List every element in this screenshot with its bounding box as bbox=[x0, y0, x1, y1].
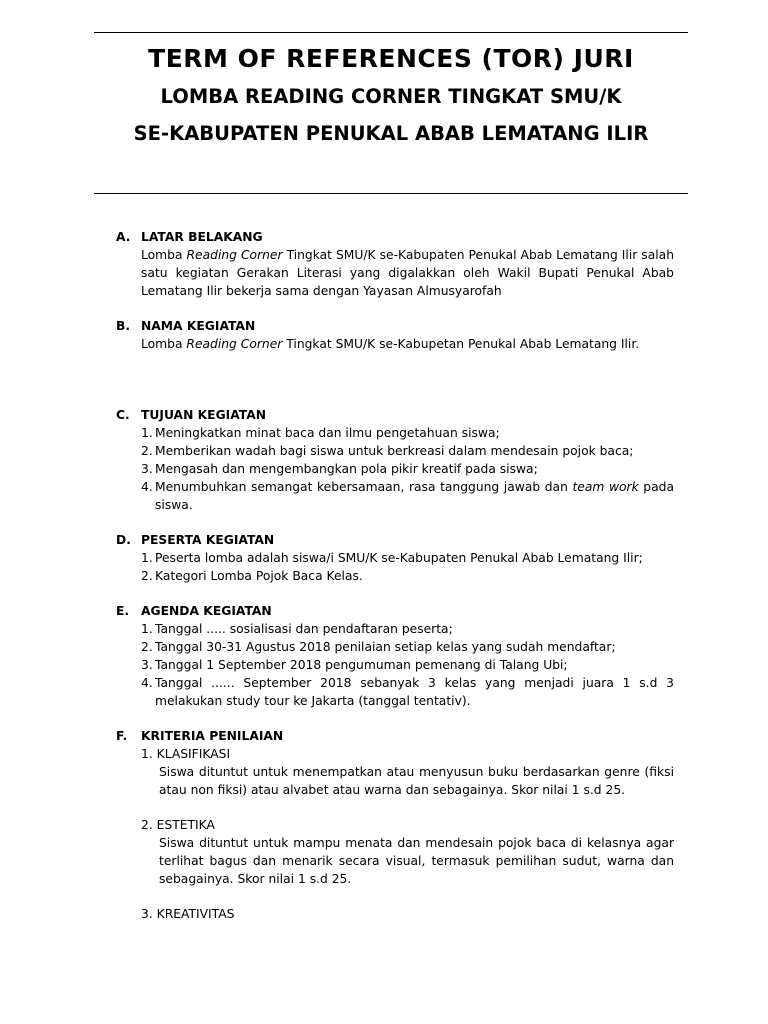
list-text: Tanggal ..... sosialisasi dan pendaftaran peserta; bbox=[155, 622, 453, 636]
list-number: 4. bbox=[141, 480, 153, 494]
list-text: Mengasah dan mengembangkan pola pikir kreatif pada siswa; bbox=[155, 462, 538, 476]
italic-text-run: team work bbox=[572, 480, 639, 494]
list-item bbox=[141, 424, 674, 442]
section-letter: D. bbox=[116, 533, 131, 547]
list-item bbox=[141, 620, 674, 638]
list-number: 2. bbox=[141, 444, 153, 458]
list-text: Tanggal 1 September 2018 pengumuman pemenang di Talang Ubi; bbox=[155, 658, 568, 672]
list-item bbox=[141, 567, 674, 585]
list-number: 1. bbox=[141, 426, 153, 440]
title-line-1: TERM OF REFERENCES (TOR) JURI bbox=[148, 44, 634, 73]
section-heading: LATAR BELAKANG bbox=[141, 230, 263, 244]
list-text: Meningkatkan minat baca dan ilmu pengetahuan siswa; bbox=[155, 426, 500, 440]
list-item bbox=[141, 478, 674, 514]
criterion-title: 1. KLASIFIKASI bbox=[141, 747, 231, 761]
list-number: 4. bbox=[141, 676, 153, 690]
title-line-2: LOMBA READING CORNER TINGKAT SMU/K bbox=[160, 85, 622, 108]
list-item bbox=[141, 674, 674, 710]
list-text: Kategori Lomba Pojok Baca Kelas. bbox=[155, 569, 363, 583]
text-run: Tingkat SMU/K se-Kabupaten Penukal Abab Lematang Ilir salah satu kegiatan Gerakan Literasi yang digalakkan oleh Wakil Bupati Penukal Abab Lematang Ilir bekerja sama dengan Yayasan Almusyarofah bbox=[141, 248, 674, 298]
section-paragraph bbox=[141, 246, 674, 300]
section-nama-kegiatan bbox=[116, 317, 674, 353]
list-item bbox=[141, 460, 674, 478]
text-run: Lomba bbox=[141, 248, 187, 262]
list-text: Tanggal 30-31 Agustus 2018 penilaian setiap kelas yang sudah mendaftar; bbox=[155, 640, 616, 654]
list-text: Tanggal ...... September 2018 sebanyak 3 kelas yang menjadi juara 1 s.d 3 melakukan study tour ke Jakarta (tanggal tentativ). bbox=[155, 676, 674, 708]
list-text: Menumbuhkan semangat kebersamaan, rasa tanggung jawab dan bbox=[155, 480, 573, 494]
list-number: 3. bbox=[141, 462, 153, 476]
section-heading: KRITERIA PENILAIAN bbox=[141, 729, 284, 743]
section-letter: F. bbox=[116, 729, 128, 743]
section-heading: NAMA KEGIATAN bbox=[141, 319, 256, 333]
criterion-text: Siswa dituntut untuk mampu menata dan mendesain pojok baca di kelasnya agar terlihat bagus dan menarik secara visual, termasuk pemilihan sudut, warna dan sebagainya. Skor nilai 1 s.d 25. bbox=[159, 836, 674, 886]
list-item bbox=[141, 549, 674, 567]
section-agenda-kegiatan bbox=[116, 602, 674, 710]
title-block bbox=[94, 42, 688, 147]
list-number: 3. bbox=[141, 658, 153, 672]
list-number: 2. bbox=[141, 640, 153, 654]
section-heading: AGENDA KEGIATAN bbox=[141, 604, 272, 618]
numbered-list bbox=[116, 424, 674, 514]
section-tujuan-kegiatan bbox=[116, 406, 674, 514]
section-paragraph bbox=[141, 335, 674, 353]
criterion-text: Siswa dituntut untuk menempatkan atau menyusun buku berdasarkan genre (fiksi atau non fiksi) atau alvabet atau warna dan sebagainya. Skor nilai 1 s.d 25. bbox=[159, 765, 674, 797]
list-number: 1. bbox=[141, 622, 153, 636]
title-line-3: SE-KABUPATEN PENUKAL ABAB LEMATANG ILIR bbox=[133, 122, 649, 145]
section-letter: C. bbox=[116, 408, 130, 422]
italic-text-run: Reading Corner bbox=[186, 337, 283, 351]
text-run: Lomba bbox=[141, 337, 187, 351]
list-item bbox=[141, 638, 674, 656]
bottom-rule bbox=[94, 193, 688, 194]
section-latar-belakang bbox=[116, 228, 674, 300]
section-letter: B. bbox=[116, 319, 131, 333]
text-run: Tingkat SMU/K se-Kabupetan Penukal Abab Lematang Ilir. bbox=[282, 337, 640, 351]
numbered-list bbox=[116, 549, 674, 585]
italic-text-run: Reading Corner bbox=[186, 248, 283, 262]
list-text: Peserta lomba adalah siswa/i SMU/K se-Kabupaten Penukal Abab Lematang Ilir; bbox=[155, 551, 643, 565]
list-number: 1. bbox=[141, 551, 153, 565]
list-item bbox=[141, 442, 674, 460]
section-kriteria-penilaian bbox=[116, 727, 674, 923]
section-heading: TUJUAN KEGIATAN bbox=[141, 408, 267, 422]
top-rule bbox=[94, 32, 688, 33]
criterion-title: 2. ESTETIKA bbox=[141, 818, 215, 832]
list-text: pada siswa. bbox=[155, 480, 674, 512]
section-heading: PESERTA KEGIATAN bbox=[141, 533, 275, 547]
list-number: 2. bbox=[141, 569, 153, 583]
section-letter: A. bbox=[116, 230, 131, 244]
document-body bbox=[116, 228, 674, 923]
criterion-title: 3. KREATIVITAS bbox=[141, 907, 235, 921]
section-peserta-kegiatan bbox=[116, 531, 674, 585]
numbered-list bbox=[116, 620, 674, 710]
section-letter: E. bbox=[116, 604, 130, 618]
list-text: Memberikan wadah bagi siswa untuk berkreasi dalam mendesain pojok baca; bbox=[155, 444, 634, 458]
list-item bbox=[141, 656, 674, 674]
